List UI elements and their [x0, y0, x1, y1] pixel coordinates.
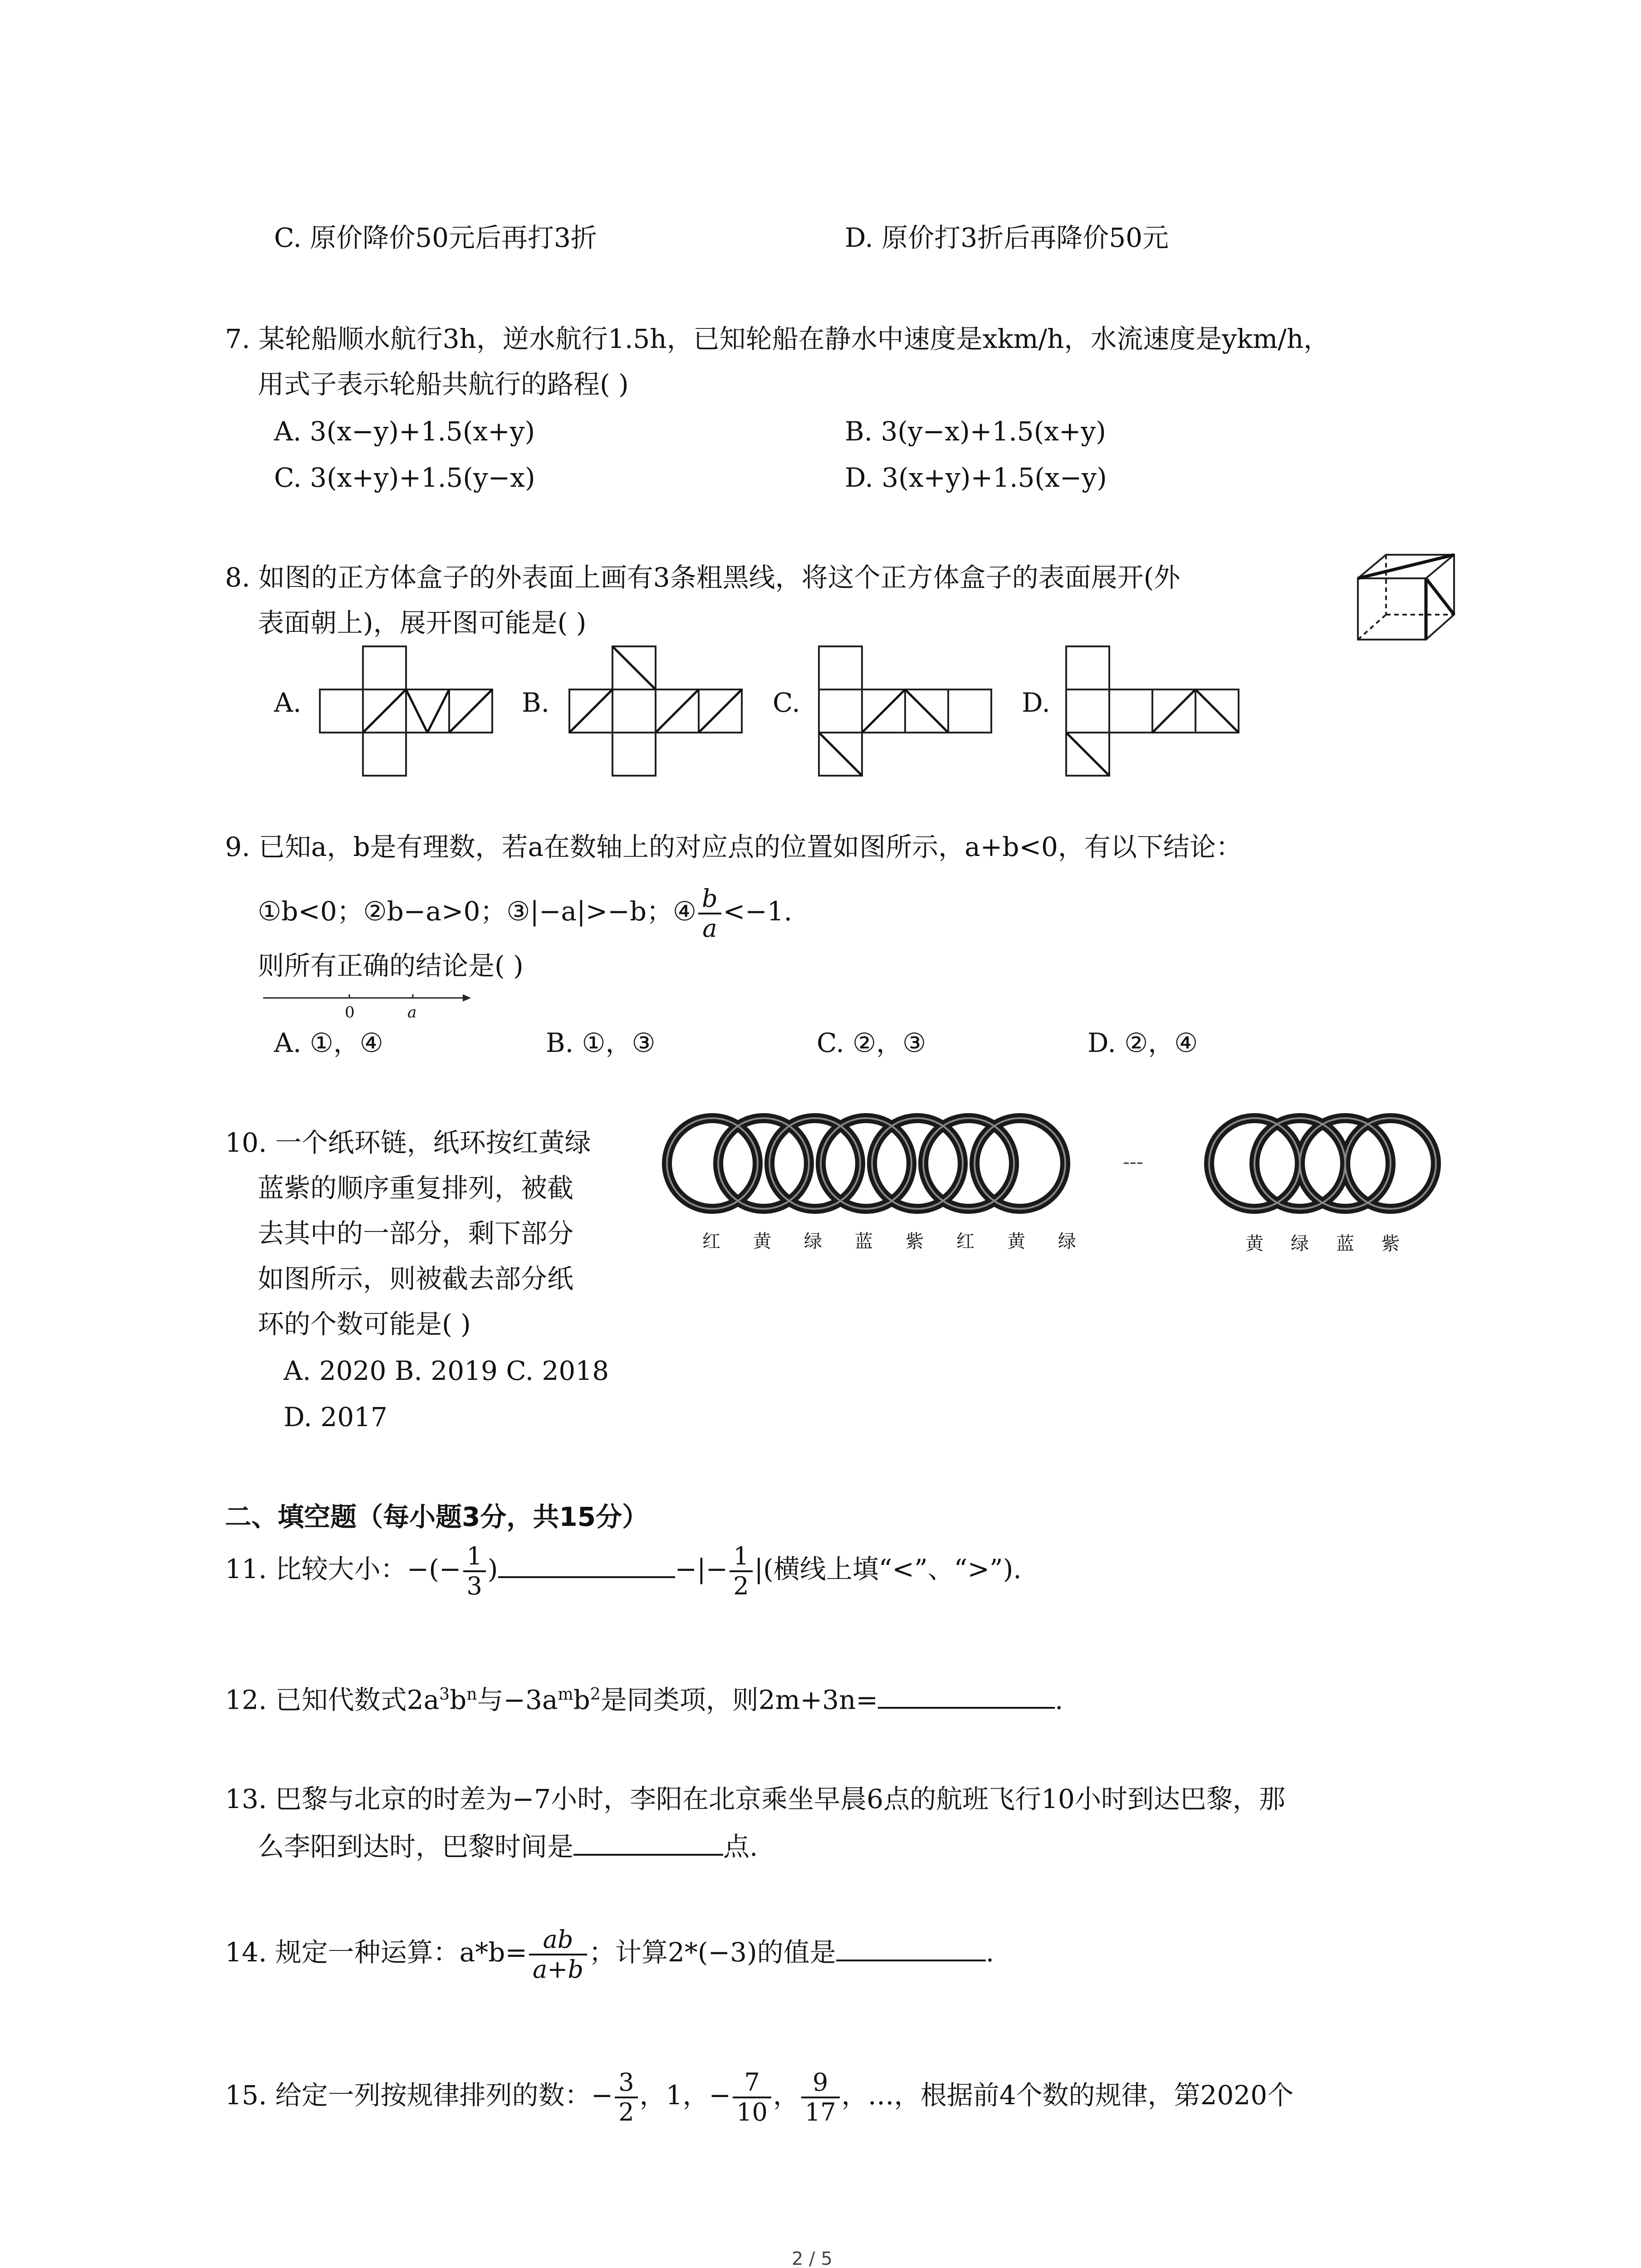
q11-close-paren: ) — [487, 1554, 498, 1585]
q7-option-a: A. 3(x−y)+1.5(x+y) — [274, 416, 535, 447]
q10-stem-line1: 10. 一个纸环链，纸环按红黄绿 — [225, 1127, 591, 1158]
q14-prefix: 14. 规定一种运算：a*b= — [225, 1937, 527, 1968]
q13-stem-line2 — [258, 1833, 758, 1860]
q11-frac1-den: 3 — [466, 1572, 482, 1601]
q8-option-a-label: A. — [274, 687, 302, 718]
section-2-title: 二、填空题（每小题3分，共15分） — [225, 1501, 649, 1532]
q15-fraction-2 — [733, 2068, 771, 2126]
q15-f2-num: 7 — [733, 2068, 771, 2098]
number-line-zero-label: 0 — [345, 1003, 355, 1022]
q12-sup-2: n — [466, 1685, 477, 1704]
ring-label: 紫 — [1381, 1233, 1400, 1254]
q7-option-d: D. 3(x+y)+1.5(x−y) — [845, 462, 1107, 493]
q11-answer-blank[interactable] — [498, 1576, 675, 1578]
q13-text: 么李阳到达时，巴黎时间是 — [258, 1831, 574, 1862]
q14-frac-den: a+b — [532, 1955, 583, 1984]
q11-fraction-1 — [463, 1542, 486, 1600]
q13-stem-line1: 13. 巴黎与北京的时差为−7小时，李阳在北京乘坐早晨6点的航班飞行10小时到达巴黎，那 — [225, 1784, 1285, 1814]
cube-figure — [1354, 551, 1459, 642]
q14-fraction — [529, 1926, 587, 1984]
q11-line — [225, 1542, 1022, 1600]
q12-sup-3: m — [558, 1685, 573, 1704]
q14-mid: ；计算2*(−3)的值是 — [589, 1937, 836, 1968]
net-option-c — [817, 644, 994, 778]
q9-option-c: C. ②，③ — [817, 1027, 926, 1058]
q15-f3-den: 17 — [804, 2098, 836, 2127]
ring-label: 蓝 — [855, 1231, 873, 1252]
q9-fraction — [698, 885, 721, 943]
number-line-a-label: a — [407, 1003, 417, 1022]
q12-line — [225, 1684, 1063, 1716]
q14-frac-num: ab — [529, 1926, 587, 1955]
q9-frac-den: a — [702, 914, 717, 943]
ring-chain-gap: --- — [1123, 1150, 1143, 1173]
q10-stem-line3: 去其中的一部分，剩下部分 — [258, 1218, 574, 1249]
ring-label: 紫 — [906, 1231, 924, 1252]
q11-frac1-num: 1 — [463, 1542, 486, 1572]
q10-stem-line2: 蓝紫的顺序重复排列，被截 — [258, 1173, 574, 1203]
ring-label: 黄 — [1007, 1231, 1025, 1252]
ring-label: 红 — [956, 1231, 975, 1252]
ring-label: 黄 — [753, 1231, 771, 1252]
q15-line — [225, 2068, 1293, 2126]
q14-answer-blank[interactable] — [836, 1960, 986, 1961]
q12-text-e: 是同类项，则2m+3n= — [600, 1684, 878, 1716]
q7-option-b: B. 3(y−x)+1.5(x+y) — [845, 416, 1106, 447]
q15-sep-2: ， — [773, 2080, 799, 2111]
q13-answer-blank[interactable] — [573, 1854, 723, 1856]
q8-option-c-label: C. — [773, 687, 800, 718]
q10-stem-line4: 如图所示，则被截去部分纸 — [258, 1263, 574, 1294]
q11-prefix: 11. 比较大小：−(− — [225, 1554, 461, 1585]
ring-chain-left — [660, 1107, 1091, 1225]
q8-stem-line1: 8. 如图的正方体盒子的外表面上画有3条粗黑线，将这个正方体盒子的表面展开(外 — [225, 562, 1181, 593]
net-option-d — [1064, 644, 1241, 778]
q15-f1-den: 2 — [618, 2098, 634, 2127]
q10-stem-line5: 环的个数可能是( ) — [258, 1309, 471, 1339]
q12-sup-1: 3 — [439, 1685, 450, 1704]
number-line — [263, 989, 472, 1021]
q15-prefix: 15. 给定一列按规律排列的数：− — [225, 2080, 613, 2111]
q15-fraction-3 — [801, 2068, 840, 2126]
q9-conclusion-4-tail: <−1. — [723, 896, 793, 927]
q10-option-d: D. 2017 — [284, 1402, 387, 1432]
q6-option-c: C. 原价降价50元后再打3折 — [274, 222, 597, 253]
q11-fraction-2 — [730, 1542, 752, 1600]
q9-conclusions: ①b<0；②b−a>0；③|−a|>−b；④ — [258, 896, 696, 927]
q9-stem-line1: 9. 已知a，b是有理数，若a在数轴上的对应点的位置如图所示，a+b<0，有以下结论： — [225, 831, 1242, 862]
q9-frac-num: b — [698, 885, 721, 914]
q15-f3-num: 9 — [801, 2068, 840, 2098]
ring-chain-right — [1202, 1107, 1447, 1225]
q9-stem-line3: 则所有正确的结论是( ) — [258, 950, 524, 981]
ring-label: 红 — [702, 1231, 720, 1252]
q7-stem-line1: 7. 某轮船顺水航行3h，逆水航行1.5h，已知轮船在静水中速度是xkm/h，水流速度是ykm/h， — [225, 323, 1330, 354]
q15-fraction-1 — [615, 2068, 637, 2126]
net-option-b — [567, 644, 744, 778]
q15-f1-num: 3 — [615, 2068, 637, 2098]
q14-end: . — [985, 1937, 994, 1968]
q7-stem-line2: 用式子表示轮船共航行的路程( ) — [258, 369, 629, 400]
q15-f2-den: 10 — [736, 2098, 768, 2127]
q14-line — [225, 1926, 994, 1984]
q10-options-abc: A. 2020 B. 2019 C. 2018 — [284, 1355, 609, 1386]
page-number: 2 / 5 — [792, 2248, 833, 2268]
q12-text-b: b — [450, 1684, 467, 1716]
q12-answer-blank[interactable] — [878, 1707, 1055, 1709]
q12-text-a: 12. 已知代数式2a — [225, 1684, 440, 1716]
q11-frac2-num: 1 — [730, 1542, 752, 1572]
ring-label: 绿 — [1291, 1233, 1309, 1254]
q11-abs-open: −|− — [675, 1554, 728, 1585]
ring-label: 黄 — [1245, 1233, 1264, 1254]
q7-option-c: C. 3(x+y)+1.5(y−x) — [274, 462, 535, 493]
q8-stem-line2: 表面朝上)，展开图可能是( ) — [258, 607, 587, 638]
q9-option-b: B. ①，③ — [546, 1027, 656, 1058]
q6-option-d: D. 原价打3折后再降价50元 — [845, 222, 1169, 253]
q9-option-d: D. ②，④ — [1087, 1027, 1198, 1058]
q15-sep-1: ，1，− — [639, 2080, 731, 2111]
q12-end: . — [1055, 1684, 1063, 1716]
net-option-a — [318, 644, 495, 778]
q9-stem-line2 — [258, 885, 792, 943]
q12-text-d: b — [573, 1684, 590, 1716]
q13-end: 点. — [723, 1831, 758, 1862]
q12-text-c: 与−3a — [477, 1684, 558, 1716]
ring-label: 蓝 — [1336, 1233, 1354, 1254]
q11-frac2-den: 2 — [733, 1572, 749, 1601]
q8-option-d-label: D. — [1022, 687, 1050, 718]
ring-label: 绿 — [1058, 1231, 1076, 1252]
q9-option-a: A. ①，④ — [274, 1027, 383, 1058]
q15-suffix: ，…，根据前4个数的规律，第2020个 — [841, 2080, 1294, 2111]
q8-option-b-label: B. — [522, 687, 550, 718]
q11-suffix: |(横线上填“<”、“>”). — [754, 1554, 1022, 1585]
q12-sup-4: 2 — [590, 1685, 601, 1704]
ring-label: 绿 — [804, 1231, 822, 1252]
